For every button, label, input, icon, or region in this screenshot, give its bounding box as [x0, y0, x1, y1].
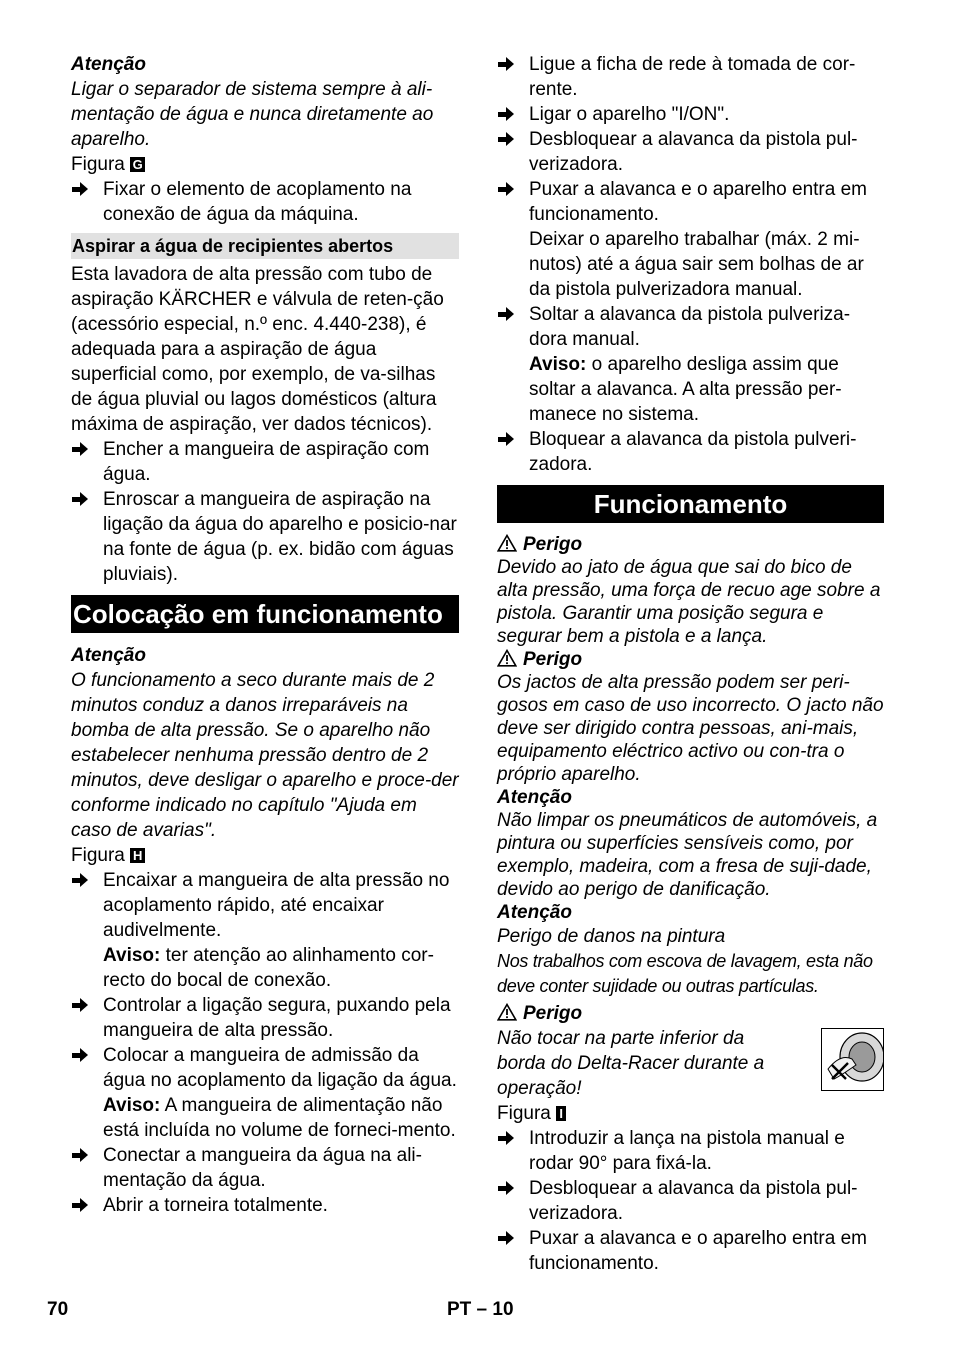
- step-note: Deixar o aparelho trabalhar (máx. 2 mi-nutos) até a água sair sem bolhas de ar da pistola pulverizadora manual.: [529, 229, 864, 300]
- arrow-right-icon: [497, 1126, 515, 1151]
- step-text: Introduzir a lança na pistola manual e rodar 90° para fixá-la.: [529, 1128, 845, 1174]
- step-note: [71, 1093, 459, 1143]
- arrow-right-icon: [71, 868, 89, 893]
- danger-title: Perigo: [523, 649, 583, 670]
- danger-text: Devido ao jato de água que sai do bico de alta pressão, uma força de recuo age sobre a pistola. Garantir uma posição segura e segurar bem a pistola e a lança.: [497, 557, 881, 647]
- note-text: o aparelho desliga assim que soltar a alavanca. A alta pressão per-manece no sistema.: [529, 354, 842, 425]
- note-text: ter atenção ao alinhamento cor-recto do bocal de conexão.: [103, 945, 434, 991]
- step-text: Abrir a torneira totalmente.: [103, 1195, 328, 1216]
- chapter-heading: Funcionamento: [497, 485, 884, 523]
- danger-title: Perigo: [523, 534, 583, 555]
- figure-reference: [71, 843, 459, 868]
- delta-racer-illustration: [821, 1028, 884, 1091]
- arrow-right-icon: [497, 52, 515, 77]
- attention-text: Não limpar os pneumáticos de automóveis, a pintura ou superfícies sensíveis como, por exemplo, madeira, com a fresa de suji-dade, devido ao perigo de danificação.: [497, 810, 878, 900]
- step-item: [497, 1176, 884, 1226]
- figure-letter-badge: G: [130, 157, 145, 172]
- note-label: Aviso:: [103, 945, 161, 966]
- danger-text: Não tocar na parte inferior da borda do Delta-Racer durante a operação!: [497, 1028, 765, 1099]
- danger-heading: [497, 1001, 884, 1026]
- attention-text: Ligar o separador de sistema sempre à ali-mentação de água e nunca diretamente ao aparelho.: [71, 79, 434, 150]
- arrow-right-icon: [71, 1043, 89, 1068]
- danger-title: Perigo: [523, 1003, 583, 1024]
- arrow-right-icon: [497, 302, 515, 327]
- step-item: [497, 52, 884, 102]
- step-item: [497, 427, 884, 477]
- danger-text: Os jactos de alta pressão podem ser peri-gosos em caso de uso incorrecto. O jacto não deve ser dirigido contra pessoas, ani-mais, equipamento eléctrico activo ou con-tra o próprio aparelho.: [497, 672, 884, 785]
- step-item: [497, 177, 884, 227]
- arrow-right-icon: [497, 177, 515, 202]
- attention-text: O funcionamento a seco durante mais de 2 minutos conduz a danos irreparáveis na bomba de alta pressão. Se o aparelho não estabelecer nenhuma pressão dentro de 2 minutos, deve desligar o aparelho e proce-der conforme indicado no capítulo "Ajuda em caso de avarias".: [71, 670, 459, 841]
- left-column: [71, 52, 459, 1218]
- attention-text: Nos trabalhos com escova de lavagem, esta não deve conter sujidade ou outras partículas.: [497, 951, 873, 996]
- step-text: Soltar a alavanca da pistola pulveriza-dora manual.: [529, 304, 851, 350]
- step-item: [71, 1193, 459, 1218]
- arrow-right-icon: [497, 127, 515, 152]
- danger-heading: [497, 533, 884, 556]
- warning-triangle-icon: [497, 649, 517, 667]
- arrow-right-icon: [497, 1226, 515, 1251]
- figure-reference: [71, 152, 459, 177]
- step-text: Ligar o aparelho "I/ON".: [529, 104, 730, 125]
- attention-title: Atenção: [497, 902, 572, 923]
- step-text: Controlar a ligação segura, puxando pela mangueira de alta pressão.: [103, 995, 451, 1041]
- step-text: Desbloquear a alavanca da pistola pul-verizadora.: [529, 129, 858, 175]
- section-subheading: Aspirar a água de recipientes abertos: [71, 233, 459, 259]
- step-note: [497, 352, 884, 427]
- step-text: Encher a mangueira de aspiração com água.: [103, 439, 430, 485]
- step-text: Encaixar a mangueira de alta pressão no acoplamento rápido, até encaixar audivelmente.: [103, 870, 450, 941]
- step-text: Bloquear a alavanca da pistola pulveri-zadora.: [529, 429, 857, 475]
- paragraph: Esta lavadora de alta pressão com tubo de aspiração KÄRCHER e válvula de reten-ção (acessório especial, n.º enc. 4.440-238), é adequada para a aspiração de água superficial como, por exemplo, de va-silhas de água pluvial ou lagos domésticos (altura máxima de aspiração, ver dados técnicos).: [71, 264, 444, 435]
- arrow-right-icon: [71, 177, 89, 202]
- warning-triangle-icon: [497, 1003, 517, 1021]
- arrow-right-icon: [497, 102, 515, 127]
- delta-racer-do-not-touch-icon: [822, 1029, 883, 1090]
- figure-word: Figura: [497, 1103, 551, 1124]
- step-text: Puxar a alavanca e o aparelho entra em funcionamento.: [529, 179, 867, 225]
- arrow-right-icon: [71, 1193, 89, 1218]
- right-column: [497, 52, 884, 1276]
- step-text: Fixar o elemento de acoplamento na conexão de água da máquina.: [103, 179, 412, 225]
- step-item: [71, 487, 459, 587]
- step-item: [497, 127, 884, 177]
- step-text: Puxar a alavanca e o aparelho entra em funcionamento.: [529, 1228, 867, 1274]
- step-text: Enroscar a mangueira de aspiração na ligação da água do aparelho e posicio-nar na fonte de água (p. ex. bidão com águas pluviais).: [103, 489, 457, 585]
- arrow-right-icon: [71, 993, 89, 1018]
- attention-text: Perigo de danos na pintura: [497, 926, 726, 947]
- step-item: [71, 437, 459, 487]
- step-item: [497, 302, 884, 352]
- arrow-right-icon: [71, 1143, 89, 1168]
- arrow-right-icon: [497, 427, 515, 452]
- step-item: [497, 1226, 884, 1276]
- arrow-right-icon: [71, 437, 89, 462]
- figure-word: Figura: [71, 154, 125, 175]
- attention-title: Atenção: [497, 787, 572, 808]
- attention-title: Atenção: [71, 645, 146, 666]
- figure-word: Figura: [71, 845, 125, 866]
- warning-triangle-icon: [497, 534, 517, 552]
- step-item: [71, 177, 459, 227]
- footer-section-label: PT – 10: [447, 1299, 514, 1320]
- step-text: Desbloquear a alavanca da pistola pul-verizadora.: [529, 1178, 858, 1224]
- step-item: [497, 1126, 884, 1176]
- figure-reference: [497, 1101, 884, 1126]
- figure-letter-badge: I: [556, 1106, 566, 1121]
- figure-letter-badge: H: [130, 848, 145, 863]
- step-text: Ligue a ficha de rede à tomada de cor-rente.: [529, 54, 856, 100]
- danger-heading: [497, 648, 884, 671]
- arrow-right-icon: [71, 487, 89, 512]
- step-note: [71, 943, 459, 993]
- note-label: Aviso:: [103, 1095, 161, 1116]
- arrow-right-icon: [497, 1176, 515, 1201]
- step-text: Conectar a mangueira da água na ali-mentação da água.: [103, 1145, 422, 1191]
- step-text: Colocar a mangueira de admissão da água no acoplamento da ligação da água.: [103, 1045, 457, 1091]
- step-item: [71, 1143, 459, 1193]
- step-item: [71, 868, 459, 943]
- note-text: A mangueira de alimentação não está incluída no volume de forneci-mento.: [103, 1095, 456, 1141]
- page-number: 70: [47, 1299, 69, 1320]
- note-label: Aviso:: [529, 354, 587, 375]
- attention-title: Atenção: [71, 54, 146, 75]
- chapter-heading: Colocação em funcionamento: [71, 595, 459, 633]
- step-item: [497, 102, 884, 127]
- step-item: [71, 1043, 459, 1093]
- step-item: [71, 993, 459, 1043]
- danger-with-illustration: [497, 1026, 884, 1101]
